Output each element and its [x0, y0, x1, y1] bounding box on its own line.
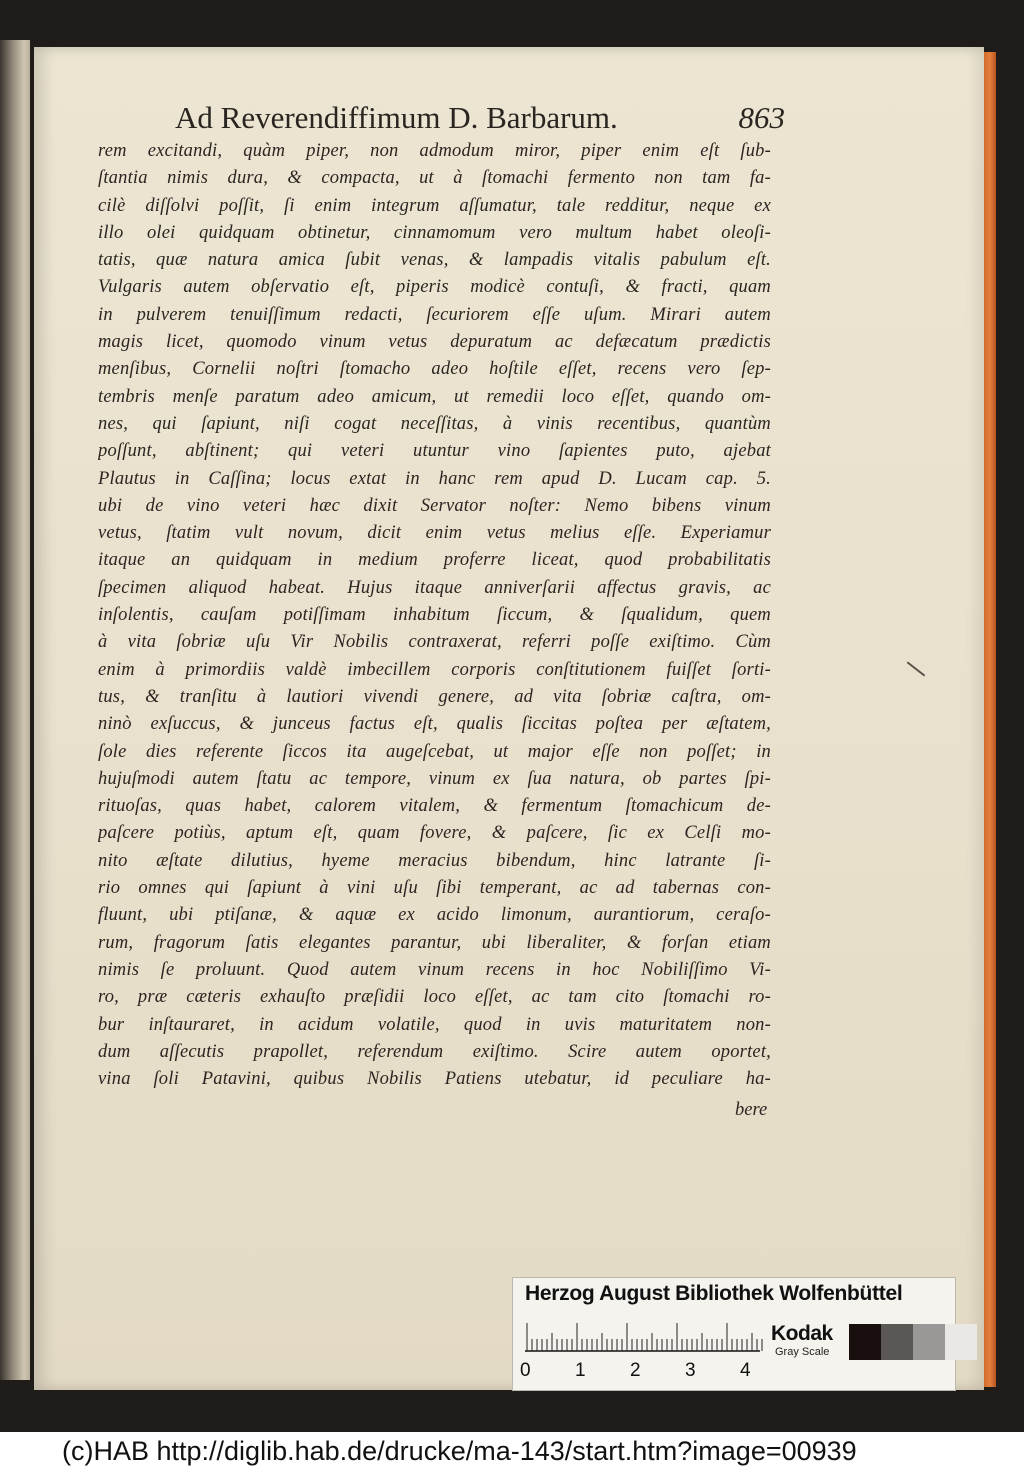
text-line: rum, fragorum ſatis elegantes parantur, ubi liberaliter, & forſan etiam: [98, 932, 771, 953]
text-line: rituoſas, quas habet, calorem vitalem, & fermentum ſtomachicum de-: [98, 796, 771, 817]
text-line: bur inſtauraret, in acidum volatile, quod in uvis maturitatem non-: [98, 1014, 771, 1035]
text-line: itaque an quidquam in medium proferre liceat, quod probabilitatis: [98, 550, 771, 571]
kodak-logo: Kodak: [771, 1322, 833, 1345]
text-line: vetus, ſtatim vult novum, dicit enim vetus melius eſſe. Experiamur: [98, 523, 771, 544]
running-head: [175, 100, 785, 140]
gray-swatch: [913, 1324, 945, 1360]
gray-swatch: [849, 1324, 881, 1360]
text-line: nes, qui ſapiunt, niſi cogat neceſſitas, à vinis recentibus, quantùm: [98, 413, 771, 434]
footer-url: (c)HAB http://diglib.hab.de/drucke/ma-143/start.htm?image=00939: [62, 1436, 857, 1466]
text-line: vina ſoli Patavini, quibus Nobilis Patiens utebatur, id peculiare ha-: [98, 1069, 771, 1090]
gray-swatch: [945, 1324, 977, 1360]
text-line: ſole dies referente ſiccos ita augeſcebat, ut major eſſe non poſſet; in: [98, 741, 771, 762]
text-line: in pulverem tenuiſſimum redacti, ſecuriorem eſſe uſum. Mirari autem: [98, 304, 771, 325]
ruler-numbers: [513, 1360, 793, 1384]
text-line: ubi de vino veteri hæc dixit Servator noſter: Nemo bibens vinum: [98, 495, 771, 516]
text-line: ro, præ cæteris exhauſto præſidii loco eſſet, ac tam cito ſtomachi ro-: [98, 987, 771, 1008]
text-line: dum aſſecutis prapollet, referendum exiſtimo. Scire autem oportet,: [98, 1041, 771, 1062]
footer: [0, 1432, 1024, 1470]
text-line: illo olei quidquam obtinetur, cinnamomum vero multum habet oleoſi-: [98, 222, 771, 243]
text-line: Vulgaris autem obſervatio eſt, piperis modicè contuſi, & fracti, quam: [98, 277, 771, 298]
page-number: 863: [738, 100, 785, 135]
text-line: inſolentis, cauſam potiſſimam inhabitum ſiccum, & ſqualidum, quem: [98, 605, 771, 626]
gray-scale-label: Gray Scale: [775, 1346, 830, 1358]
text-line: poſſunt, abſtinent; qui veteri utuntur vino ſapientes puto, ajebat: [98, 441, 771, 462]
text-line: ſpecimen aliquod habeat. Hujus itaque anniverſarii affectus gravis, ac: [98, 577, 771, 598]
color-target: [512, 1277, 956, 1391]
text-line: hujuſmodi autem ſtatu ac tempore, vinum ex ſua natura, ob partes ſpi-: [98, 768, 771, 789]
text-line: rem excitandi, quàm piper, non admodum miror, piper enim eſt ſub-: [98, 141, 771, 161]
ruler-number: 2: [630, 1360, 641, 1381]
ruler-number: 0: [520, 1360, 531, 1381]
ruler: [525, 1322, 765, 1352]
text-line: ſtantia nimis dura, & compacta, ut à ſtomachi fermento non tam fa-: [98, 168, 771, 189]
text-line: rio omnes qui ſapiunt à vini uſu ſibi temperant, ac ad tabernas con-: [98, 878, 771, 899]
running-title: Ad Reverendiffimum D. Barbarum.: [175, 100, 618, 135]
ruler-number: 4: [740, 1360, 751, 1381]
text-line: tembris menſe paratum adeo amicum, ut remedii loco eſſet, quando om-: [98, 386, 771, 407]
text-line: tatis, quæ natura amica ſubit venas, & lampadis vitalis pabulum eſt.: [98, 250, 771, 271]
body-text: [98, 138, 771, 1093]
text-line: tus, & tranſitu à lautiori vivendi genere, ad vita ſobriæ caſtra, om-: [98, 686, 771, 707]
text-line: Plautus in Caſſina; locus extat in hanc rem apud D. Lucam cap. 5.: [98, 468, 771, 489]
ruler-number: 1: [575, 1360, 586, 1381]
text-line: nimis ſe proluunt. Quod autem vinum recens in hoc Nobiliſſimo Vi-: [98, 959, 771, 980]
text-line: nito æſtate dilutius, hyeme meracius bibendum, hinc latrante ſi-: [98, 850, 771, 871]
ruler-number: 3: [685, 1360, 696, 1381]
page-fore-edge: [984, 52, 996, 1387]
text-line: enim à primordiis valdè imbecillem corporis conſtitutionem fuiſſet ſorti-: [98, 659, 771, 680]
text-line: fluunt, ubi ptiſanæ, & aquæ ex acido limonum, aurantiorum, ceraſo-: [98, 905, 771, 926]
text-line: ninò exſuccus, & junceus factus eſt, qualis ſiccitas poſtea per æſtatem,: [98, 714, 771, 735]
facing-page-edge: [0, 40, 30, 1380]
gray-swatches: [849, 1324, 977, 1360]
institution-label: Herzog August Bibliothek Wolfenbüttel: [525, 1282, 903, 1305]
gray-swatch: [881, 1324, 913, 1360]
catchword: bere: [735, 1100, 768, 1120]
text-line: paſcere potiùs, aptum eſt, quam fovere, & paſcere, ſic ex Celſi mo-: [98, 823, 771, 844]
text-line: cilè diſſolvi poſſit, ſi enim integrum aſſumatur, tale redditur, neque ex: [98, 195, 771, 216]
text-line: menſibus, Cornelii noſtri ſtomacho adeo hoſtile eſſet, recens vero ſep-: [98, 359, 771, 380]
text-line: à vita ſobriæ uſu Vir Nobilis contraxerat, referri poſſe exiſtimo. Cùm: [98, 632, 771, 653]
text-line: magis licet, quomodo vinum vetus depuratum ac defæcatum prædictis: [98, 332, 771, 353]
